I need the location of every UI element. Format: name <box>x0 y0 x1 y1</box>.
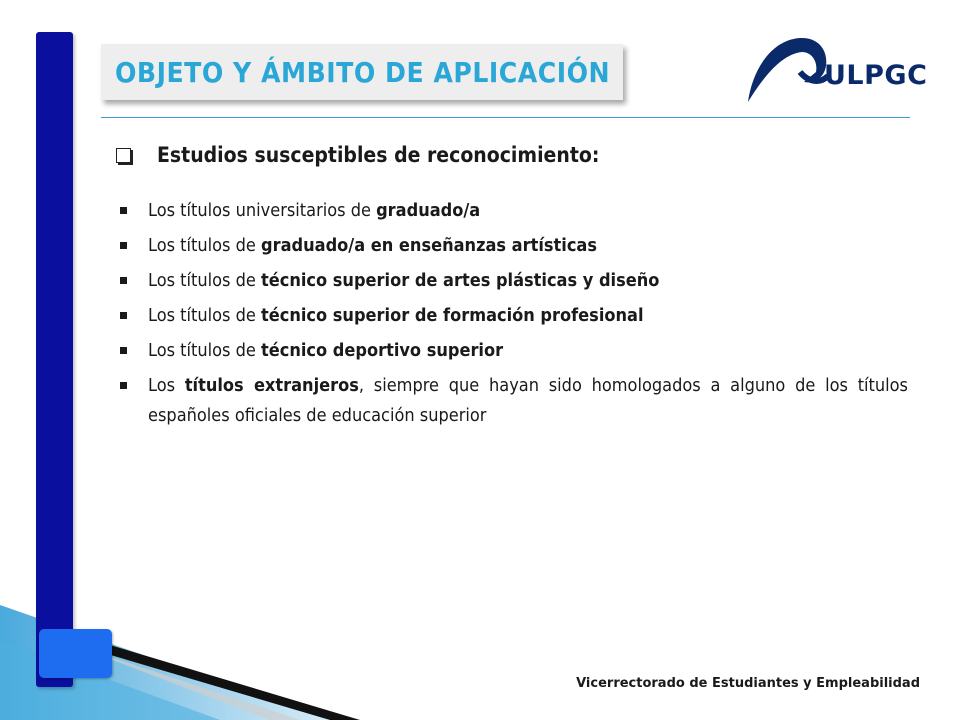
list-item-bold-text: graduado/a en enseñanzas artísticas <box>261 235 597 256</box>
list-item-text: Los títulos de <box>148 270 262 291</box>
list-item <box>120 336 908 366</box>
list-item-bold-text: técnico deportivo superior <box>261 340 504 361</box>
logo-text: ULPGC <box>824 60 928 91</box>
list-item <box>120 231 908 261</box>
slide-title: OBJETO Y ÁMBITO DE APLICACIÓN <box>115 55 611 89</box>
list-item <box>120 371 908 431</box>
list-item <box>120 266 908 296</box>
list-item-bold-text: técnico superior de formación profesional <box>261 305 644 326</box>
title-divider <box>101 117 910 118</box>
accent-square <box>39 629 112 678</box>
left-accent-bar <box>36 32 73 687</box>
list-item-bold-text: técnico superior de artes plásticas y diseño <box>261 270 660 291</box>
list-item-bold-text: títulos extranjeros <box>184 375 359 396</box>
title-banner <box>101 44 623 100</box>
square-bullet-icon <box>120 242 127 249</box>
section-heading <box>116 143 599 167</box>
list-item-bold-text: graduado/a <box>376 200 481 221</box>
list-item-text: Los títulos de <box>148 235 262 256</box>
list-item-text: Los títulos de <box>148 340 262 361</box>
list-item <box>120 301 908 331</box>
square-bullet-icon <box>120 277 127 284</box>
list-item-text: Los títulos universitarios de <box>148 200 377 221</box>
footer-text: Vicerrectorado de Estudiantes y Empleabilidad <box>576 676 920 691</box>
square-bullet-icon <box>120 382 127 389</box>
square-bullet-icon <box>120 207 127 214</box>
list-item-text: Los <box>148 375 185 396</box>
square-bullet-icon <box>120 312 127 319</box>
checkbox-square-icon <box>116 148 131 163</box>
list-item-text: Los títulos de <box>148 305 262 326</box>
heading-text: Estudios susceptibles de reconocimiento: <box>157 143 600 167</box>
list-item-text: , siempre que hayan sido homologados a alguno de los títulos españoles oficiales de educación superior <box>148 375 908 426</box>
square-bullet-icon <box>120 347 127 354</box>
bullet-list <box>120 196 908 436</box>
list-item <box>120 196 908 226</box>
